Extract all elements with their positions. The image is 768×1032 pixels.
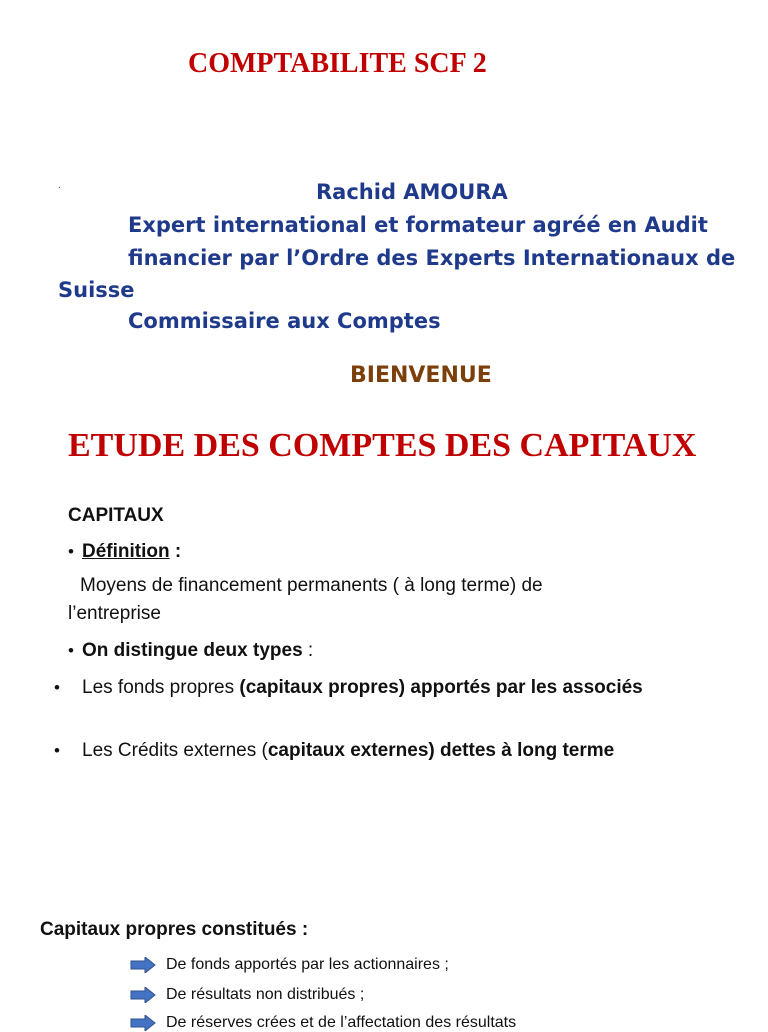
author-title-line-1: Expert international et formateur agréé en Audit <box>128 213 708 237</box>
document-title: COMPTABILITE SCF 2 <box>188 48 487 79</box>
fonds-bold-text: (capitaux propres) apportés par les associés <box>239 677 643 698</box>
section-title: ETUDE DES COMPTES DES CAPITAUX <box>68 427 697 464</box>
capitaux-propres-title: Capitaux propres constitués : <box>40 919 309 940</box>
right-arrow-icon <box>130 957 156 973</box>
bullet-icon: • <box>54 678 60 697</box>
bullet-icon: • <box>54 741 60 760</box>
list-item-text: De réserves crées et de l’affectation des résultats <box>166 1014 517 1031</box>
types-bold-text: On distingue deux types <box>82 640 303 661</box>
author-title-line-4: Commissaire aux Comptes <box>128 309 441 333</box>
author-title-line-2: financier par l’Ordre des Experts Internationaux de <box>128 246 736 270</box>
list-item-text: De fonds apportés par les actionnaires ; <box>166 956 449 973</box>
definition-text-line-1: Moyens de financement permanents ( à long terme) de <box>80 575 543 596</box>
list-item <box>130 1014 516 1032</box>
types-bullet <box>68 637 728 665</box>
definition-colon: : <box>169 541 182 562</box>
right-arrow-icon <box>130 1015 156 1031</box>
section-subtitle: CAPITAUX <box>68 505 164 526</box>
credits-externes-bullet <box>54 737 742 765</box>
stray-dot: . <box>58 180 61 191</box>
right-arrow-icon <box>130 987 156 1003</box>
definition-text-line-2: l’entreprise <box>68 603 161 624</box>
definition-label: Définition <box>82 541 170 562</box>
types-rest-text: : <box>302 640 314 661</box>
credits-bold-text: capitaux externes) dettes à long terme <box>267 740 615 761</box>
fonds-propres-bullet <box>54 674 742 702</box>
fonds-plain-text: Les fonds propres <box>82 677 240 698</box>
bullet-icon: • <box>68 542 74 561</box>
list-item <box>130 986 364 1004</box>
bullet-icon: • <box>68 641 74 660</box>
definition-bullet <box>68 538 728 566</box>
credits-plain-text: Les Crédits externes ( <box>82 740 268 761</box>
welcome-heading: BIENVENUE <box>350 363 492 388</box>
author-title-line-3: Suisse <box>58 278 135 302</box>
list-item <box>130 956 449 974</box>
author-name: Rachid AMOURA <box>316 180 508 204</box>
list-item-text: De résultats non distribués ; <box>166 986 365 1003</box>
